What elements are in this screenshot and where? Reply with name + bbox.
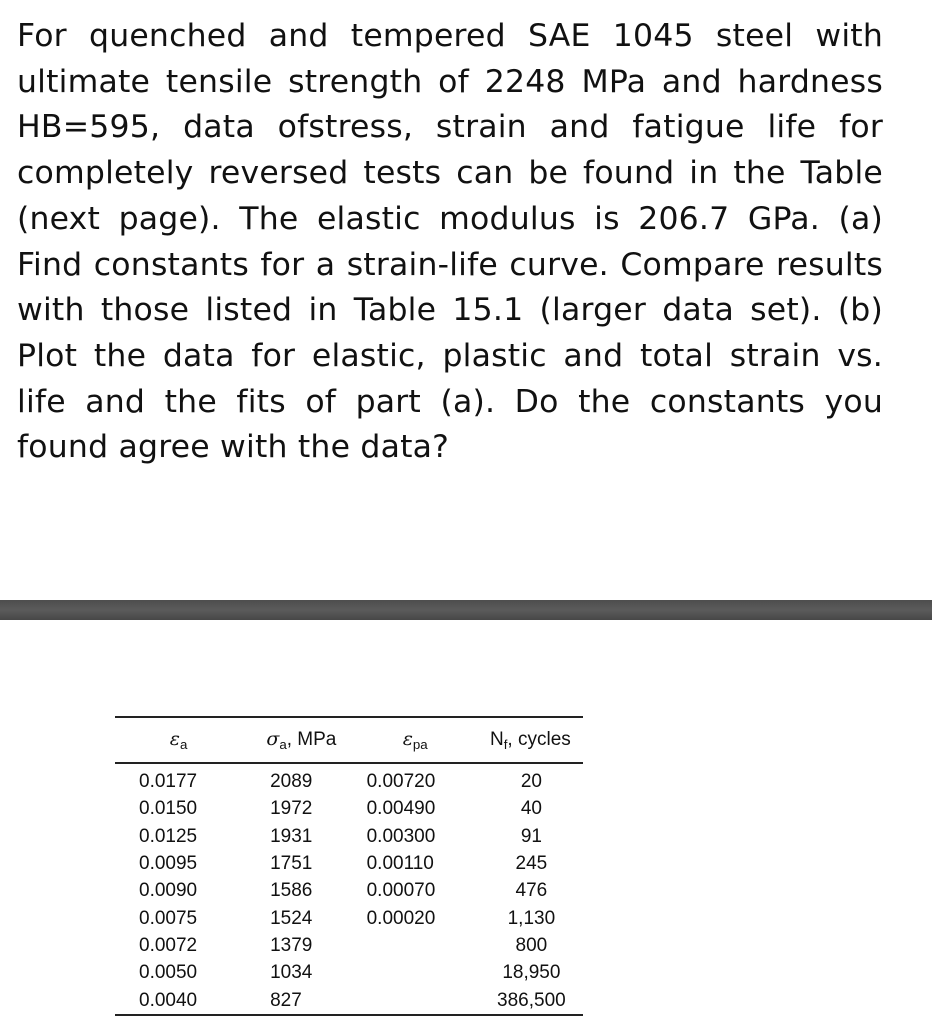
cell-cycles-to-failure: 40 [520, 798, 542, 820]
cell-plastic-strain-amplitude: 0.00110 [366, 853, 434, 875]
header-stress-amplitude: $\sigma_a$, MPa [242, 717, 360, 763]
table-row [115, 904, 583, 931]
cell-cycles-to-failure: 18,950 [502, 962, 561, 984]
cell-strain-amplitude: 0.0177 [139, 771, 198, 793]
cell-stress-amplitude: 1524 [270, 907, 313, 929]
cell-plastic-strain-amplitude: 0.00720 [366, 771, 436, 793]
cell-cycles-to-failure: 20 [520, 771, 542, 793]
page-divider [0, 600, 932, 620]
fatigue-data-table-container [115, 716, 583, 1016]
cell-plastic-strain-amplitude [361, 959, 470, 986]
cell-strain-amplitude: 0.0095 [139, 853, 198, 875]
cell-strain-amplitude: 0.0040 [139, 989, 198, 1011]
cell-plastic-strain-amplitude [361, 986, 470, 1014]
table-row [115, 959, 583, 986]
fatigue-data-table [115, 716, 583, 1016]
header-plastic-strain-amplitude: $\varepsilon_{pa}$ [361, 717, 470, 763]
table-row [115, 795, 583, 822]
cell-stress-amplitude: 827 [270, 989, 302, 1011]
header-strain-amplitude: $\varepsilon_a$ [115, 717, 242, 763]
cell-plastic-strain-amplitude: 0.00020 [366, 907, 436, 929]
cell-plastic-strain-amplitude: 0.00300 [366, 825, 436, 847]
cell-plastic-strain-amplitude: 0.00490 [366, 798, 436, 820]
table-header-row [115, 717, 583, 763]
cell-stress-amplitude: 1379 [270, 934, 313, 956]
cell-stress-amplitude: 1751 [270, 853, 313, 875]
table-row [115, 850, 583, 877]
cell-cycles-to-failure: 386,500 [497, 989, 566, 1011]
cell-strain-amplitude: 0.0150 [139, 798, 198, 820]
cell-cycles-to-failure: 476 [515, 880, 548, 902]
cell-stress-amplitude: 2089 [270, 771, 313, 793]
table-row [115, 986, 583, 1014]
cell-stress-amplitude: 1972 [270, 798, 313, 820]
cell-cycles-to-failure: 91 [520, 825, 542, 847]
problem-statement: For quenched and tempered SAE 1045 steel with ultimate tensile strength of 2248 MPa and hardness HB=595, data ofstress, strain and fatigue life for completely reversed tests can be found in the Table (next page). The elastic modulus is 206.7 GPa. (a) Find constants for a strain-life curve. Compare results with those listed in Table 15.1 (larger data set). (b) Plot the data for elastic, plastic and total strain vs. life and the fits of part (a). Do the constants you found agree with the data? [17, 18, 883, 466]
cell-stress-amplitude: 1586 [270, 880, 313, 902]
cell-cycles-to-failure: 1,130 [507, 907, 556, 929]
cell-stress-amplitude: 1034 [270, 962, 313, 984]
table-row [115, 763, 583, 795]
table-row [115, 877, 583, 904]
cell-strain-amplitude: 0.0050 [139, 962, 198, 984]
cell-cycles-to-failure: 245 [515, 853, 548, 875]
table-row [115, 823, 583, 850]
table-row [115, 932, 583, 959]
cell-plastic-strain-amplitude: 0.00070 [366, 880, 436, 902]
cell-strain-amplitude: 0.0125 [139, 825, 198, 847]
cell-plastic-strain-amplitude [361, 932, 470, 959]
cell-strain-amplitude: 0.0090 [139, 880, 198, 902]
cell-stress-amplitude: 1931 [270, 825, 313, 847]
header-cycles-to-failure: $N_f$, cycles [470, 717, 583, 763]
cell-strain-amplitude: 0.0075 [139, 907, 198, 929]
cell-strain-amplitude: 0.0072 [139, 934, 198, 956]
cell-cycles-to-failure: 800 [515, 934, 548, 956]
